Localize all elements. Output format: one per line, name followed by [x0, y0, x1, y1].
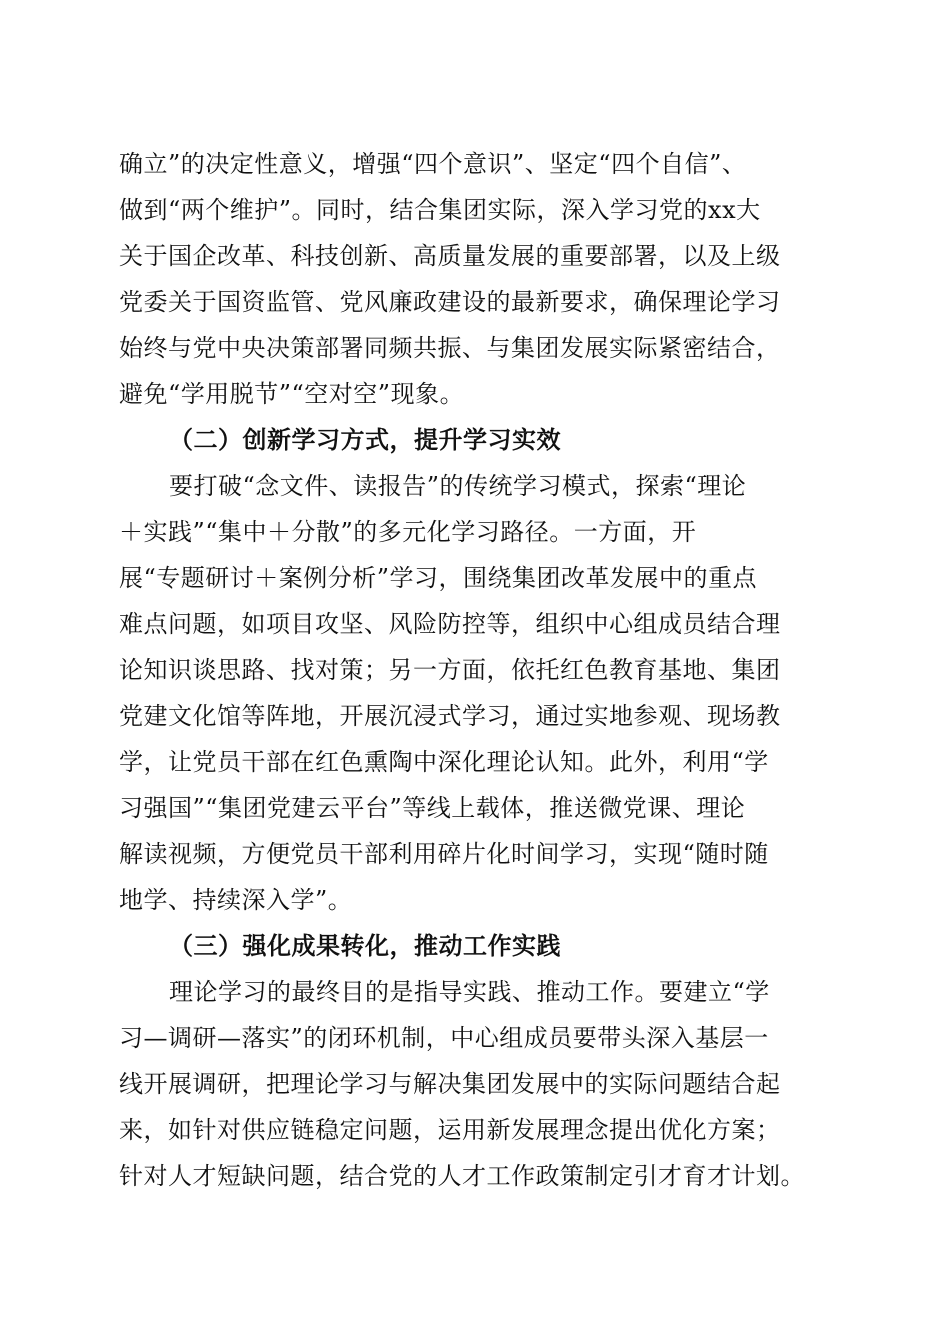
text-line: 确立”的决定性意义，增强“四个意识”、坚定“四个自信”、 [119, 150, 747, 178]
text-line: 展“专题研讨＋案例分析”学习，围绕集团改革发展中的重点 [119, 564, 758, 592]
text-line: 针对人才短缺问题，结合党的人才工作政策制定引才育才计划。 [119, 1162, 805, 1190]
text-line: 习—调研—落实”的闭环机制，中心组成员要带头深入基层一 [119, 1024, 769, 1052]
section-heading-3: （三）强化成果转化，推动工作实践 [169, 931, 561, 960]
text-line: 避免“学用脱节”“空对空”现象。 [119, 380, 465, 408]
text-line: 始终与党中央决策部署同频共振、与集团发展实际紧密结合， [119, 334, 781, 362]
text-line: 难点问题，如项目攻坚、风险防控等，组织中心组成员结合理 [119, 610, 781, 638]
text-line: 党建文化馆等阵地，开展沉浸式学习，通过实地参观、现场教 [119, 702, 781, 730]
text-line: 党委关于国资监管、党风廉政建设的最新要求，确保理论学习 [119, 288, 781, 316]
text-line: 理论学习的最终目的是指导实践、推动工作。要建立“学 [169, 978, 770, 1006]
text-line: 线开展调研，把理论学习与解决集团发展中的实际问题结合起 [119, 1070, 781, 1098]
text-line: 地学、持续深入学”。 [119, 886, 353, 914]
text-line: 学，让党员干部在红色熏陶中深化理论认知。此外，利用“学 [119, 748, 769, 776]
text-line: 关于国企改革、科技创新、高质量发展的重要部署，以及上级 [119, 242, 781, 270]
section-heading-2: （二）创新学习方式，提升学习实效 [169, 425, 561, 454]
text-line: ＋实践”“集中＋分散”的多元化学习路径。一方面，开 [119, 518, 697, 546]
text-line: 解读视频，方便党员干部利用碎片化时间学习，实现“随时随 [119, 840, 769, 868]
text-line: 习强国”“集团党建云平台”等线上载体，推送微党课、理论 [119, 794, 746, 822]
text-line: 来，如针对供应链稳定问题，运用新发展理念提出优化方案； [119, 1116, 781, 1144]
text-line: 论知识谈思路、找对策；另一方面，依托红色教育基地、集团 [119, 656, 781, 684]
text-line: 要打破“念文件、读报告”的传统学习模式，探索“理论 [169, 472, 747, 500]
text-line: 做到“两个维护”。同时，结合集团实际，深入学习党的xx大 [119, 196, 761, 224]
